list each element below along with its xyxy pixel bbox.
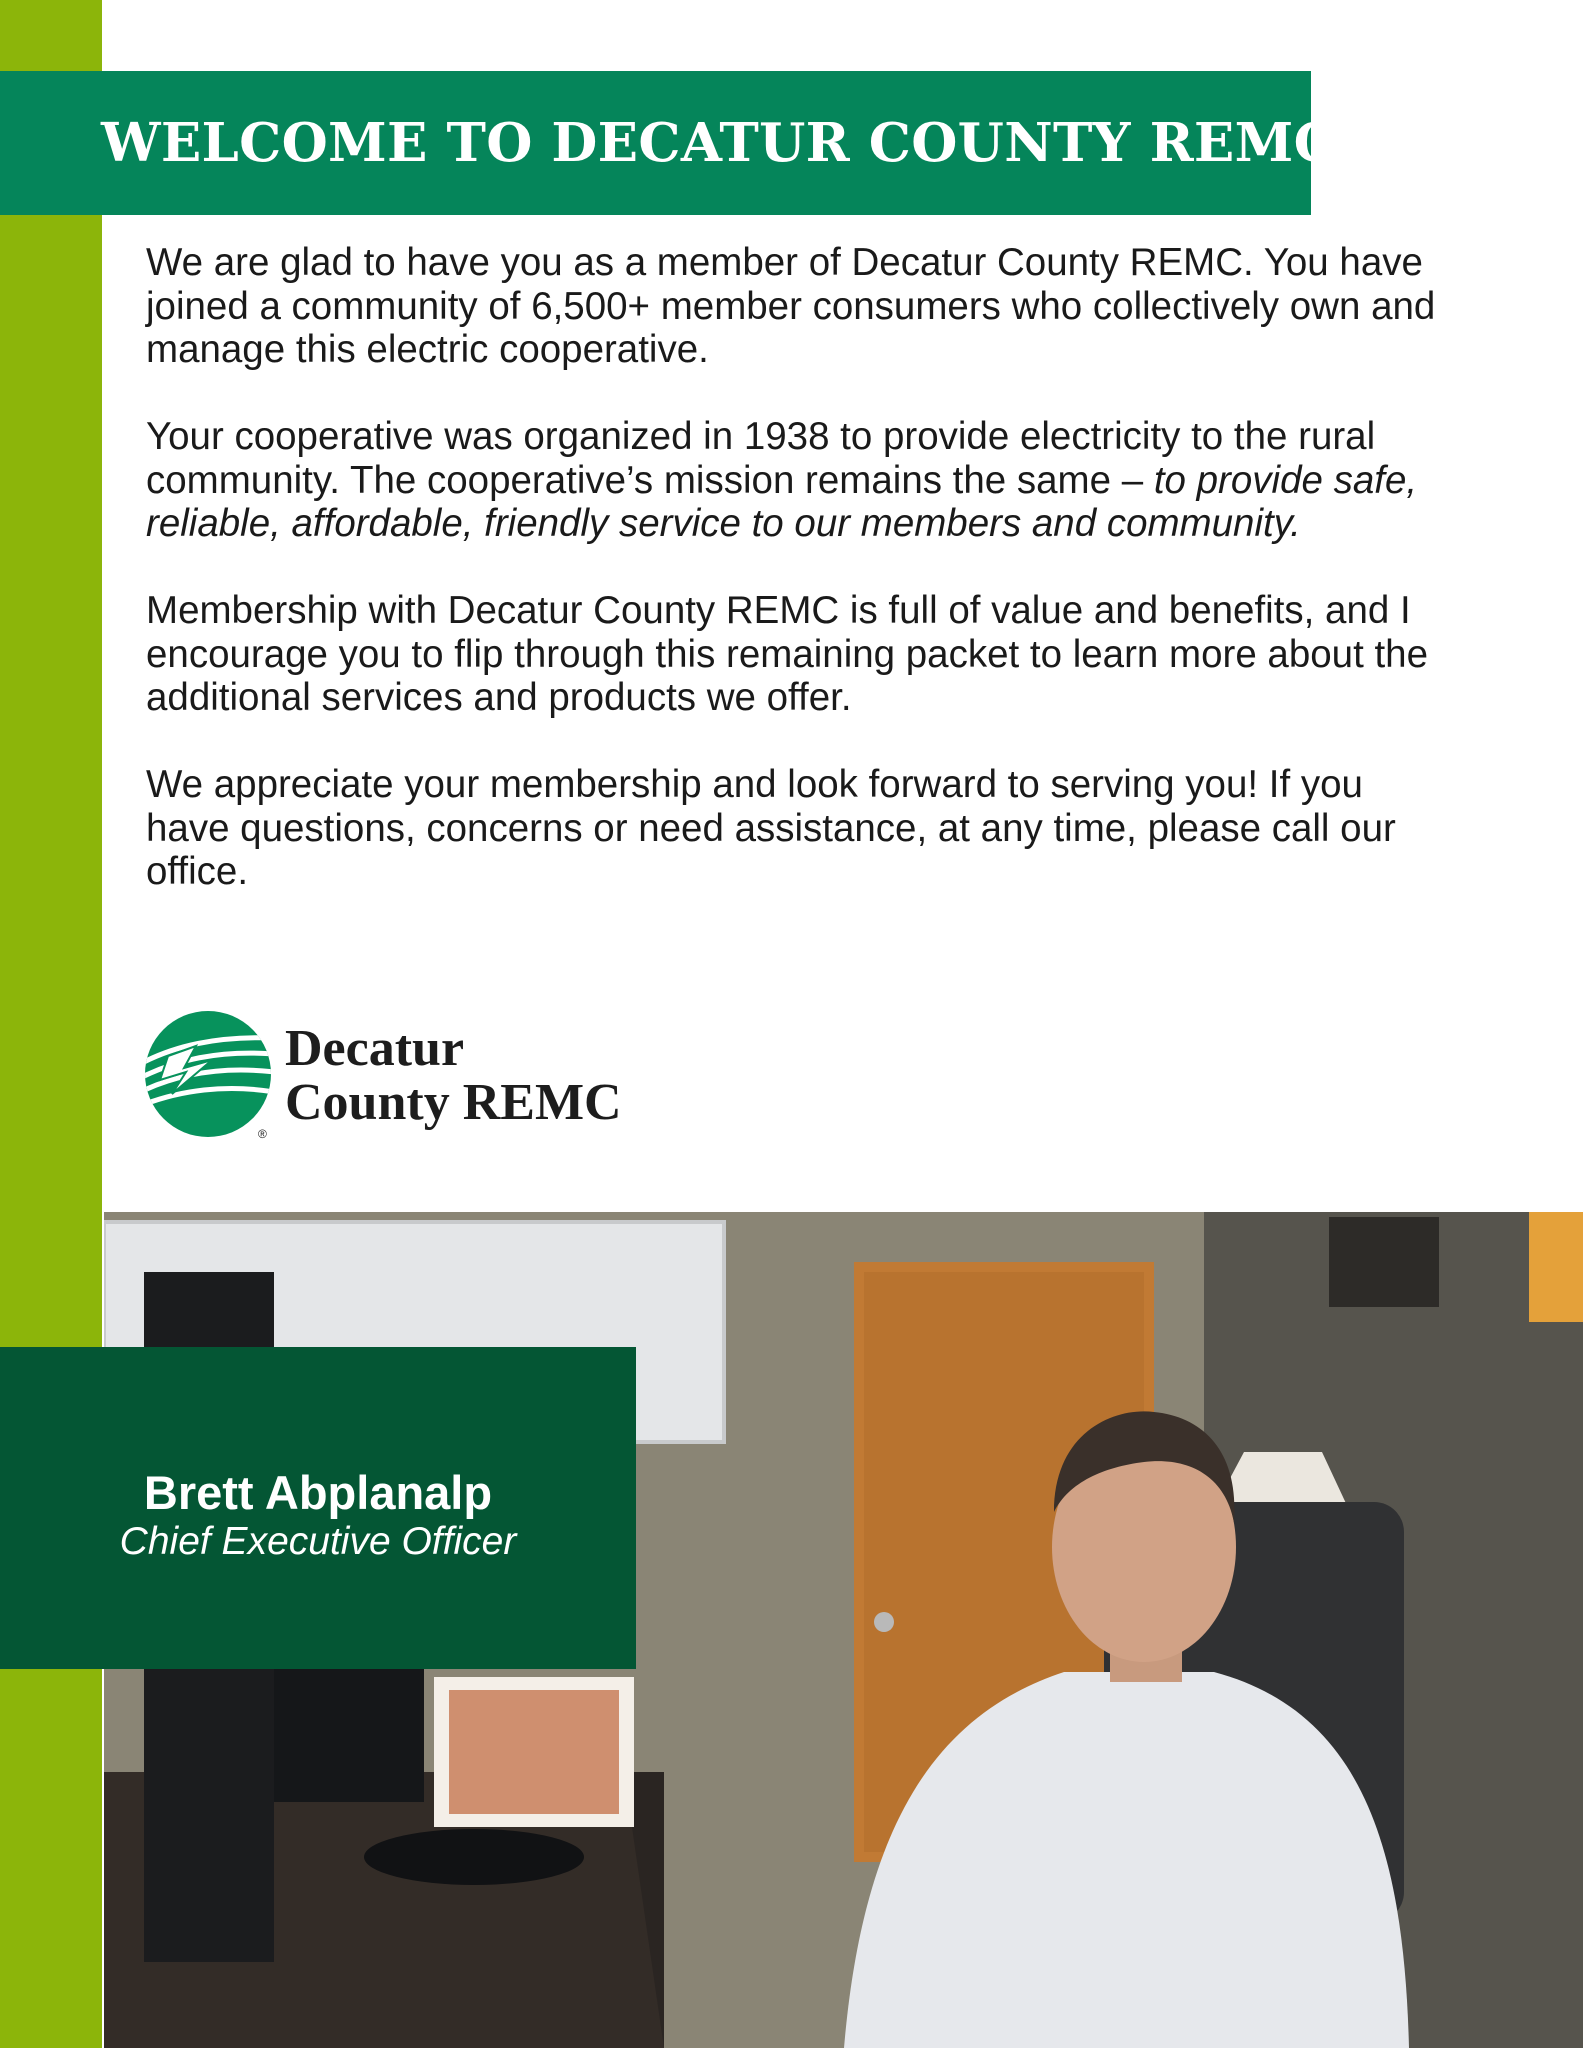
logo-line-1: Decatur (285, 1020, 465, 1077)
logo-line-2: County REMC (285, 1074, 622, 1131)
mission-lead: Your cooperative was organized in 1938 to provide electricity to the rural community. The cooperative’s mission remains the same – (146, 415, 1376, 502)
title-band (0, 71, 1337, 215)
remc-field-lightning-logo-icon (144, 1010, 284, 1142)
paragraph-closing: We appreciate your membership and look forward to serving you! If you have questions, concerns or need assistance, at any time, please call our office. (146, 763, 1396, 893)
ceo-name-card (0, 1347, 636, 1669)
paragraph-mission (146, 415, 1436, 546)
left-accent-bar (0, 0, 102, 2048)
registered-mark: ® (258, 1127, 267, 1141)
mission-statement: to provide safe, reliable, affordable, friendly service to our members and community. (146, 458, 1418, 545)
ceo-name: Brett Abplanalp (143, 1466, 493, 1519)
page-title: WELCOME TO DECATUR COUNTY REMC (101, 112, 1337, 174)
paragraph-membership: We are glad to have you as a member of Decatur County REMC. You have joined a community of 6,500+ member consumers who collectively own and manage this electric cooperative. (146, 241, 1436, 371)
logo-wordmark (285, 1022, 622, 1130)
ceo-title: Chief Executive Officer (119, 1520, 517, 1563)
paragraph-benefits: Membership with Decatur County REMC is full of value and benefits, and I encourage you to flip through this remaining packet to learn more about the additional services and products we offer. (146, 589, 1428, 719)
welcome-letter (146, 241, 1436, 937)
company-logo (144, 1010, 684, 1142)
